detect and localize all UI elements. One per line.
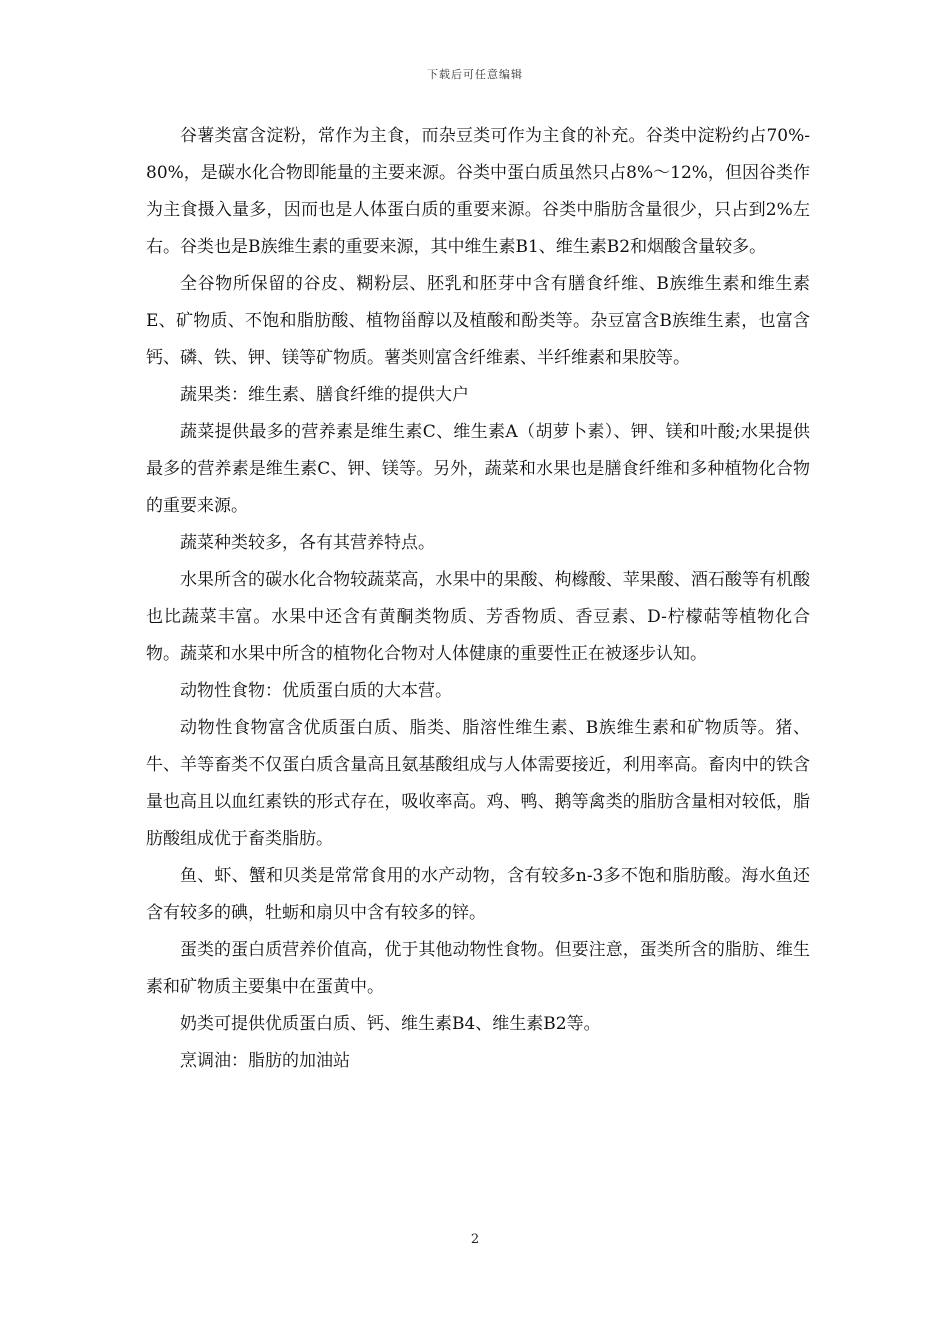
paragraph-whole-grains: 全谷物所保留的谷皮、糊粉层、胚乳和胚芽中含有膳食纤维、B族维生素和维生素E、矿物质、不饱和脂肪酸、植物甾醇以及植酸和酚类等。杂豆富含B族维生素，也富含钙、磷、铁、钾、镁等矿物质。薯类则富含纤维素、半纤维素和果胶等。 xyxy=(146,274,810,368)
page-number: 2 xyxy=(470,1232,480,1247)
heading-cooking-oil: 烹调油：脂肪的加油站 xyxy=(180,1051,350,1071)
paragraph-fruits: 水果所含的碳水化合物较蔬菜高，水果中的果酸、枸橼酸、苹果酸、酒石酸等有机酸也比蔬菜丰富。水果中还含有黄酮类物质、芳香物质、香豆素、D-柠檬萜等植物化合物。蔬菜和水果中所含的植物化合物对人体健康的重要性正在被逐步认知。 xyxy=(146,570,810,664)
page-header: 下载后可任意编辑 xyxy=(427,68,523,81)
paragraph-dairy: 奶类可提供优质蛋白质、钙、维生素B4、维生素B2等。 xyxy=(180,1014,601,1034)
paragraph-vegetable-types: 蔬菜种类较多，各有其营养特点。 xyxy=(180,533,435,553)
paragraph-eggs: 蛋类的蛋白质营养价值高，优于其他动物性食物。但要注意，蛋类所含的脂肪、维生素和矿物质主要集中在蛋黄中。 xyxy=(146,940,810,997)
heading-fruits-vegetables: 蔬果类：维生素、膳食纤维的提供大户 xyxy=(180,385,469,405)
heading-animal-foods: 动物性食物：优质蛋白质的大本营。 xyxy=(180,681,452,701)
document-body xyxy=(146,118,810,1080)
paragraph-vegetable-nutrients: 蔬菜提供最多的营养素是维生素C、维生素A（胡萝卜素）、钾、镁和叶酸;水果提供最多的营养素是维生素C、钾、镁等。另外，蔬菜和水果也是膳食纤维和多种植物化合物的重要来源。 xyxy=(146,422,810,516)
paragraph-grains: 谷薯类富含淀粉，常作为主食，而杂豆类可作为主食的补充。谷类中淀粉约占70%-80%，是碳水化合物即能量的主要来源。谷类中蛋白质虽然只占8%～12%，但因谷类作为主食摄入量多，因而也是人体蛋白质的重要来源。谷类中脂肪含量很少，只占到2%左右。谷类也是B族维生素的重要来源，其中维生素B1、维生素B2和烟酸含量较多。 xyxy=(146,126,810,257)
paragraph-meat: 动物性食物富含优质蛋白质、脂类、脂溶性维生素、B族维生素和矿物质等。猪、牛、羊等畜类不仅蛋白质含量高且氨基酸组成与人体需要接近，利用率高。畜肉中的铁含量也高且以血红素铁的形式存在，吸收率高。鸡、鸭、鹅等禽类的脂肪含量相对较低，脂肪酸组成优于畜类脂肪。 xyxy=(146,718,810,849)
paragraph-seafood: 鱼、虾、蟹和贝类是常常食用的水产动物，含有较多n-3多不饱和脂肪酸。海水鱼还含有较多的碘，牡蛎和扇贝中含有较多的锌。 xyxy=(146,866,810,923)
